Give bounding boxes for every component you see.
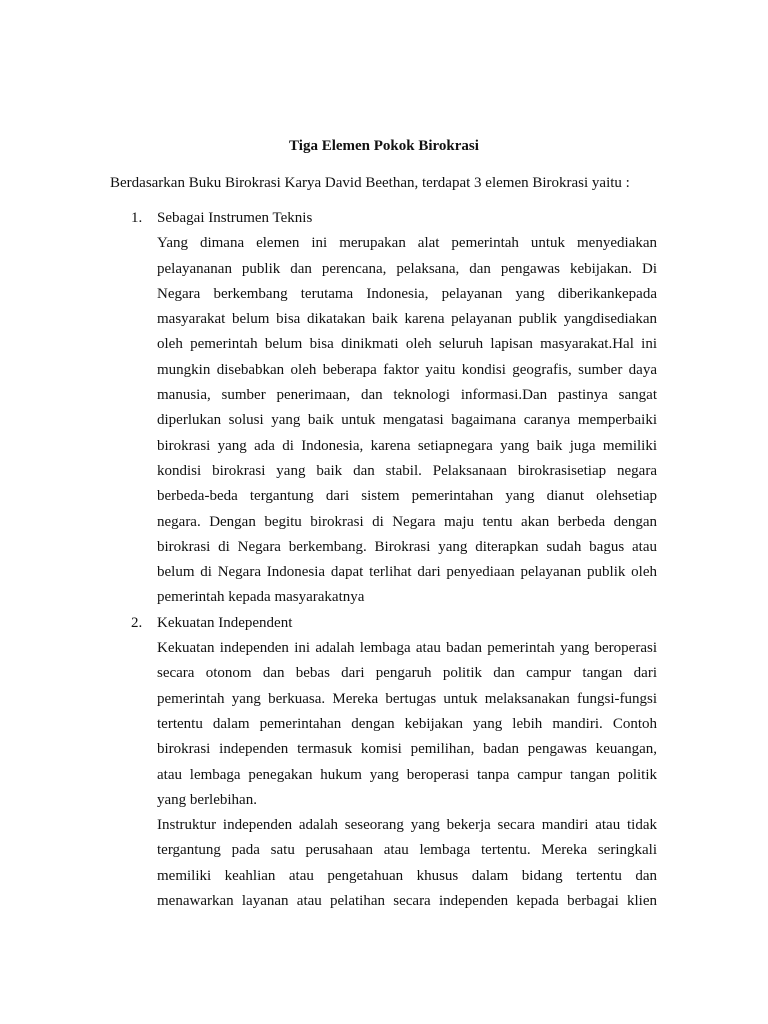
paragraph-line: Negara berkembang terutama Indonesia, pelayanan yang diberikankepada <box>157 285 657 302</box>
paragraph-line: menawarkan layanan atau pelatihan secara independen kepada berbagai klien <box>157 893 657 910</box>
list-item-header <box>0 611 768 636</box>
paragraph-line: birokrasi independen termasuk komisi pemilihan, badan pengawas keuangan, <box>157 741 657 758</box>
intro-paragraph: Berdasarkan Buku Birokrasi Karya David Beethan, terdapat 3 elemen Birokrasi yaitu : <box>110 175 630 191</box>
paragraph-line: berbeda-beda tergantung dari sistem pemerintahan yang dianut olehsetiap <box>157 488 657 505</box>
paragraph-line: Kekuatan independen ini adalah lembaga atau badan pemerintah yang beroperasi <box>157 640 657 657</box>
paragraph-line: mungkin disebabkan oleh beberapa faktor yaitu kondisi geografis, sumber daya <box>157 361 657 378</box>
list-item-number: 1. <box>131 210 143 226</box>
paragraph-line: pelayananan publik dan perencana, pelaksana, dan pengawas kebijakan. Di <box>157 260 657 277</box>
paragraph-line: tertentu dalam pemerintahan dengan kebijakan yang lebih mandiri. Contoh <box>157 715 657 732</box>
paragraph-line: manusia, sumber penerimaan, dan teknologi informasi.Dan pastinya sangat <box>157 387 657 404</box>
list-item-header <box>0 206 768 231</box>
paragraph-line: diperlukan solusi yang baik untuk mengatasi bagaimana caranya memperbaiki <box>157 412 657 429</box>
paragraph-line: negara. Dengan begitu birokrasi di Negara maju tentu akan berbeda dengan <box>157 513 657 530</box>
list-item-2 <box>0 611 768 915</box>
paragraph-line: birokrasi yang ada di Indonesia, karena setiapnegara yang baik juga memiliki <box>157 437 657 454</box>
paragraph-line: atau lembaga penegakan hukum yang beroperasi tanpa campur tangan politik <box>157 766 657 783</box>
paragraph-line: masyarakat belum bisa dikatakan baik karena pelayanan publik yangdisediakan <box>157 311 657 328</box>
paragraph-line: pemerintah yang berkuasa. Mereka bertugas untuk melaksanakan fungsi-fungsi <box>157 690 657 707</box>
paragraph-line: belum di Negara Indonesia dapat terlihat dari penyediaan pelayanan publik oleh <box>157 564 657 581</box>
list-item-heading: Kekuatan Independent <box>157 614 293 631</box>
paragraph-line: yang berlebihan. <box>157 791 257 808</box>
item-1-paragraph <box>157 231 657 610</box>
item-2-paragraph-1 <box>157 636 657 813</box>
paragraph-line: Instruktur independen adalah seseorang yang bekerja secara mandiri atau tidak <box>157 817 657 834</box>
list-item-number: 2. <box>131 614 143 631</box>
list-item-heading: Sebagai Instrumen Teknis <box>157 210 313 226</box>
list-item-1 <box>0 206 768 611</box>
document-title: Tiga Elemen Pokok Birokrasi <box>289 138 479 154</box>
item-2-paragraph-2 <box>157 813 657 914</box>
paragraph-line: memiliki keahlian atau pengetahuan khusus dalam bidang tertentu dan <box>157 867 657 884</box>
element-list <box>0 206 768 914</box>
paragraph-line: kondisi birokrasi yang baik dan stabil. Pelaksanaan birokrasisetiap negara <box>157 462 657 479</box>
paragraph-line: secara otonom dan bebas dari pengaruh politik dan campur tangan dari <box>157 665 657 682</box>
paragraph-line: pemerintah kepada masyarakatnya <box>157 589 365 606</box>
paragraph-line: Yang dimana elemen ini merupakan alat pemerintah untuk menyediakan <box>157 235 657 252</box>
paragraph-line: tergantung pada satu perusahaan atau lembaga tertentu. Mereka seringkali <box>157 842 657 859</box>
paragraph-line: oleh pemerintah belum bisa dinikmati oleh seluruh lapisan masyarakat.Hal ini <box>157 336 657 353</box>
paragraph-line: birokrasi di Negara berkembang. Birokrasi yang diterapkan sudah bagus atau <box>157 538 657 555</box>
